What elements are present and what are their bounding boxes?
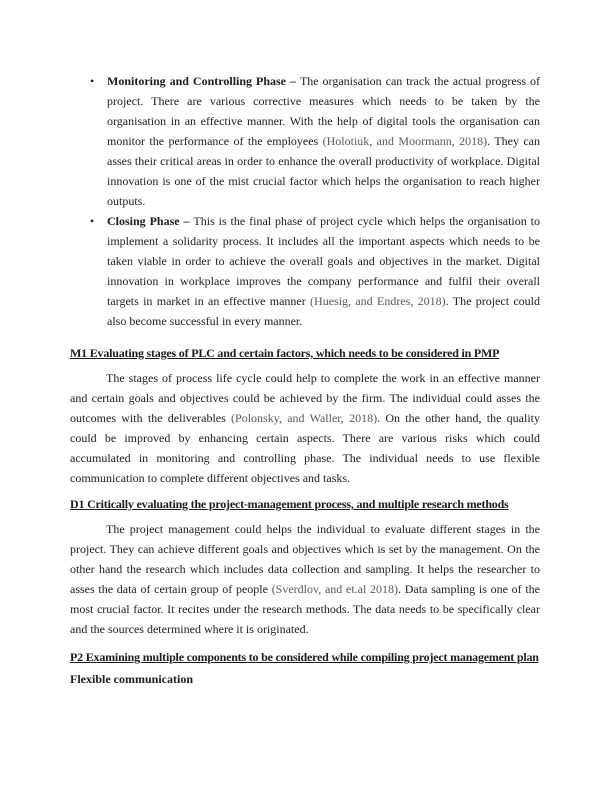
paragraph-d1 — [70, 519, 540, 639]
paragraph-text: . Data sampling is one of the most crucial factor. It recites under the research methods. The data needs to be specifically clear and the sources determined where it is originated. — [70, 582, 540, 636]
paragraph-m1 — [70, 368, 540, 488]
paragraph-text: The stages of process life cycle could help to complete the work in an effective manner and certain goals and objectives could be achieved by the firm. The individual could asses the outcomes with the deliverables — [70, 371, 540, 425]
bullet-text: The organisation can track the actual progress of project. There are various corrective measures which needs to be taken by the organisation in an effective manner. With the help of digital tools the organisation can monitor the performance of the employees — [107, 74, 541, 148]
bullet-text: This is the final phase of project cycle which helps the organisation to implement a solidarity process. It includes all the important aspects which needs to be taken viable in order to achieve the overall goals and objectives in the market. Digital innovation in workplace improves the company performance and fulfil their overall targets in market in an effective manner — [107, 214, 540, 308]
bullet-title: Monitoring and Controlling Phase – — [107, 74, 300, 88]
paragraph-text: . On the other hand, the quality could be improved by enhancing certain aspects. There are various risks which could accumulated in monitoring and controlling phase. The individual needs to use flexible communication to complete different objectives and tasks. — [70, 411, 541, 485]
section-d1 — [70, 494, 540, 639]
citation: (Polonsky, and Waller, 2018) — [231, 411, 378, 425]
list-item-closing-phase — [70, 211, 540, 331]
citation: (Huesig, and Endres, 2018) — [310, 294, 446, 308]
bullet-text: . They can asses their critical areas in order to enhance the overall productivity of workplace. Digital innovation is one of the mist crucial factor which helps the organisation to reach higher outputs. — [107, 134, 541, 208]
heading-m1: M1 Evaluating stages of PLC and certain factors, which needs to be considered in PMP — [70, 346, 500, 360]
bullet-icon: • — [90, 74, 95, 88]
section-p2 — [70, 647, 540, 667]
bullet-list — [70, 71, 540, 331]
citation: (Holotiuk, and Moormann, 2018) — [322, 134, 488, 148]
heading-d1: D1 Critically evaluating the project-management process, and multiple research methods — [70, 497, 509, 511]
list-item-monitoring-phase — [70, 71, 540, 211]
bullet-title: Closing Phase – — [107, 214, 194, 228]
section-m1 — [70, 343, 540, 488]
citation: (Sverdlov, and et.al 2018) — [271, 582, 399, 596]
bullet-icon: • — [90, 214, 95, 228]
subheading-flexible-communication: Flexible communication — [70, 672, 193, 686]
paragraph-text: The project management could helps the individual to evaluate different stages in the project. They can achieve different goals and objectives which is set by the management. On the other hand the research which includes data collection and sampling. It helps the researcher to asses the data of certain group of people — [70, 522, 540, 596]
heading-p2: P2 Examining multiple components to be considered while compiling project management plan — [70, 650, 539, 664]
bullet-text: . The project could also become successful in every manner. — [107, 294, 541, 328]
